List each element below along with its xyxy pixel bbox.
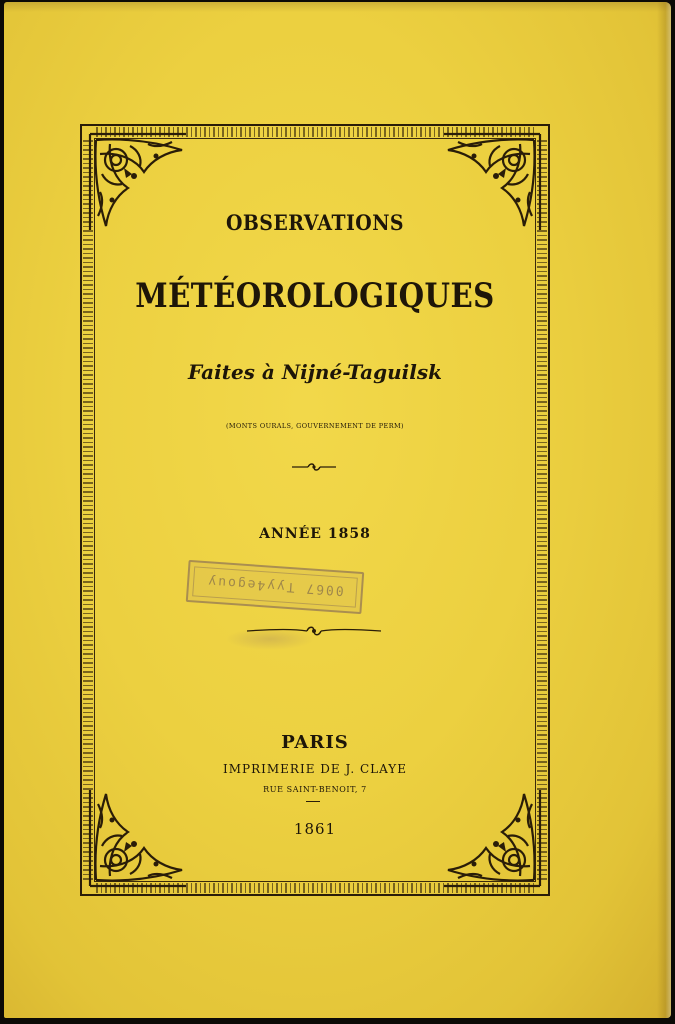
imprint-divider: [306, 801, 320, 802]
imprint-year: 1861: [293, 820, 337, 838]
frame-chain-right: [537, 140, 547, 880]
frame-chain-left: [83, 140, 93, 880]
divider-ornament-icon: [245, 624, 383, 638]
fleuron-ornament-icon: [290, 461, 338, 473]
page-edge-right: [657, 2, 671, 1018]
page-edge-top: [4, 2, 671, 12]
title-meteorologiques: MÉTÉOROLOGIQUES: [135, 276, 495, 316]
title-observations: OBSERVATIONS: [225, 210, 405, 235]
subtitle-region: (MONTS OURALS, GOUVERNEMENT DE PERM): [225, 422, 404, 430]
imprint-city: PARIS: [281, 732, 349, 753]
edition-year: ANNÉE 1858: [259, 526, 371, 542]
subtitle-location: Faites à Nijné-Taguilsk: [188, 360, 442, 384]
stamp-text: 0067 Tyy4egouy: [205, 573, 345, 598]
imprint-address: RUE SAINT-BENOIT, 7: [263, 785, 367, 794]
imprint-printer: IMPRIMERIE DE J. CLAYE: [223, 762, 407, 776]
